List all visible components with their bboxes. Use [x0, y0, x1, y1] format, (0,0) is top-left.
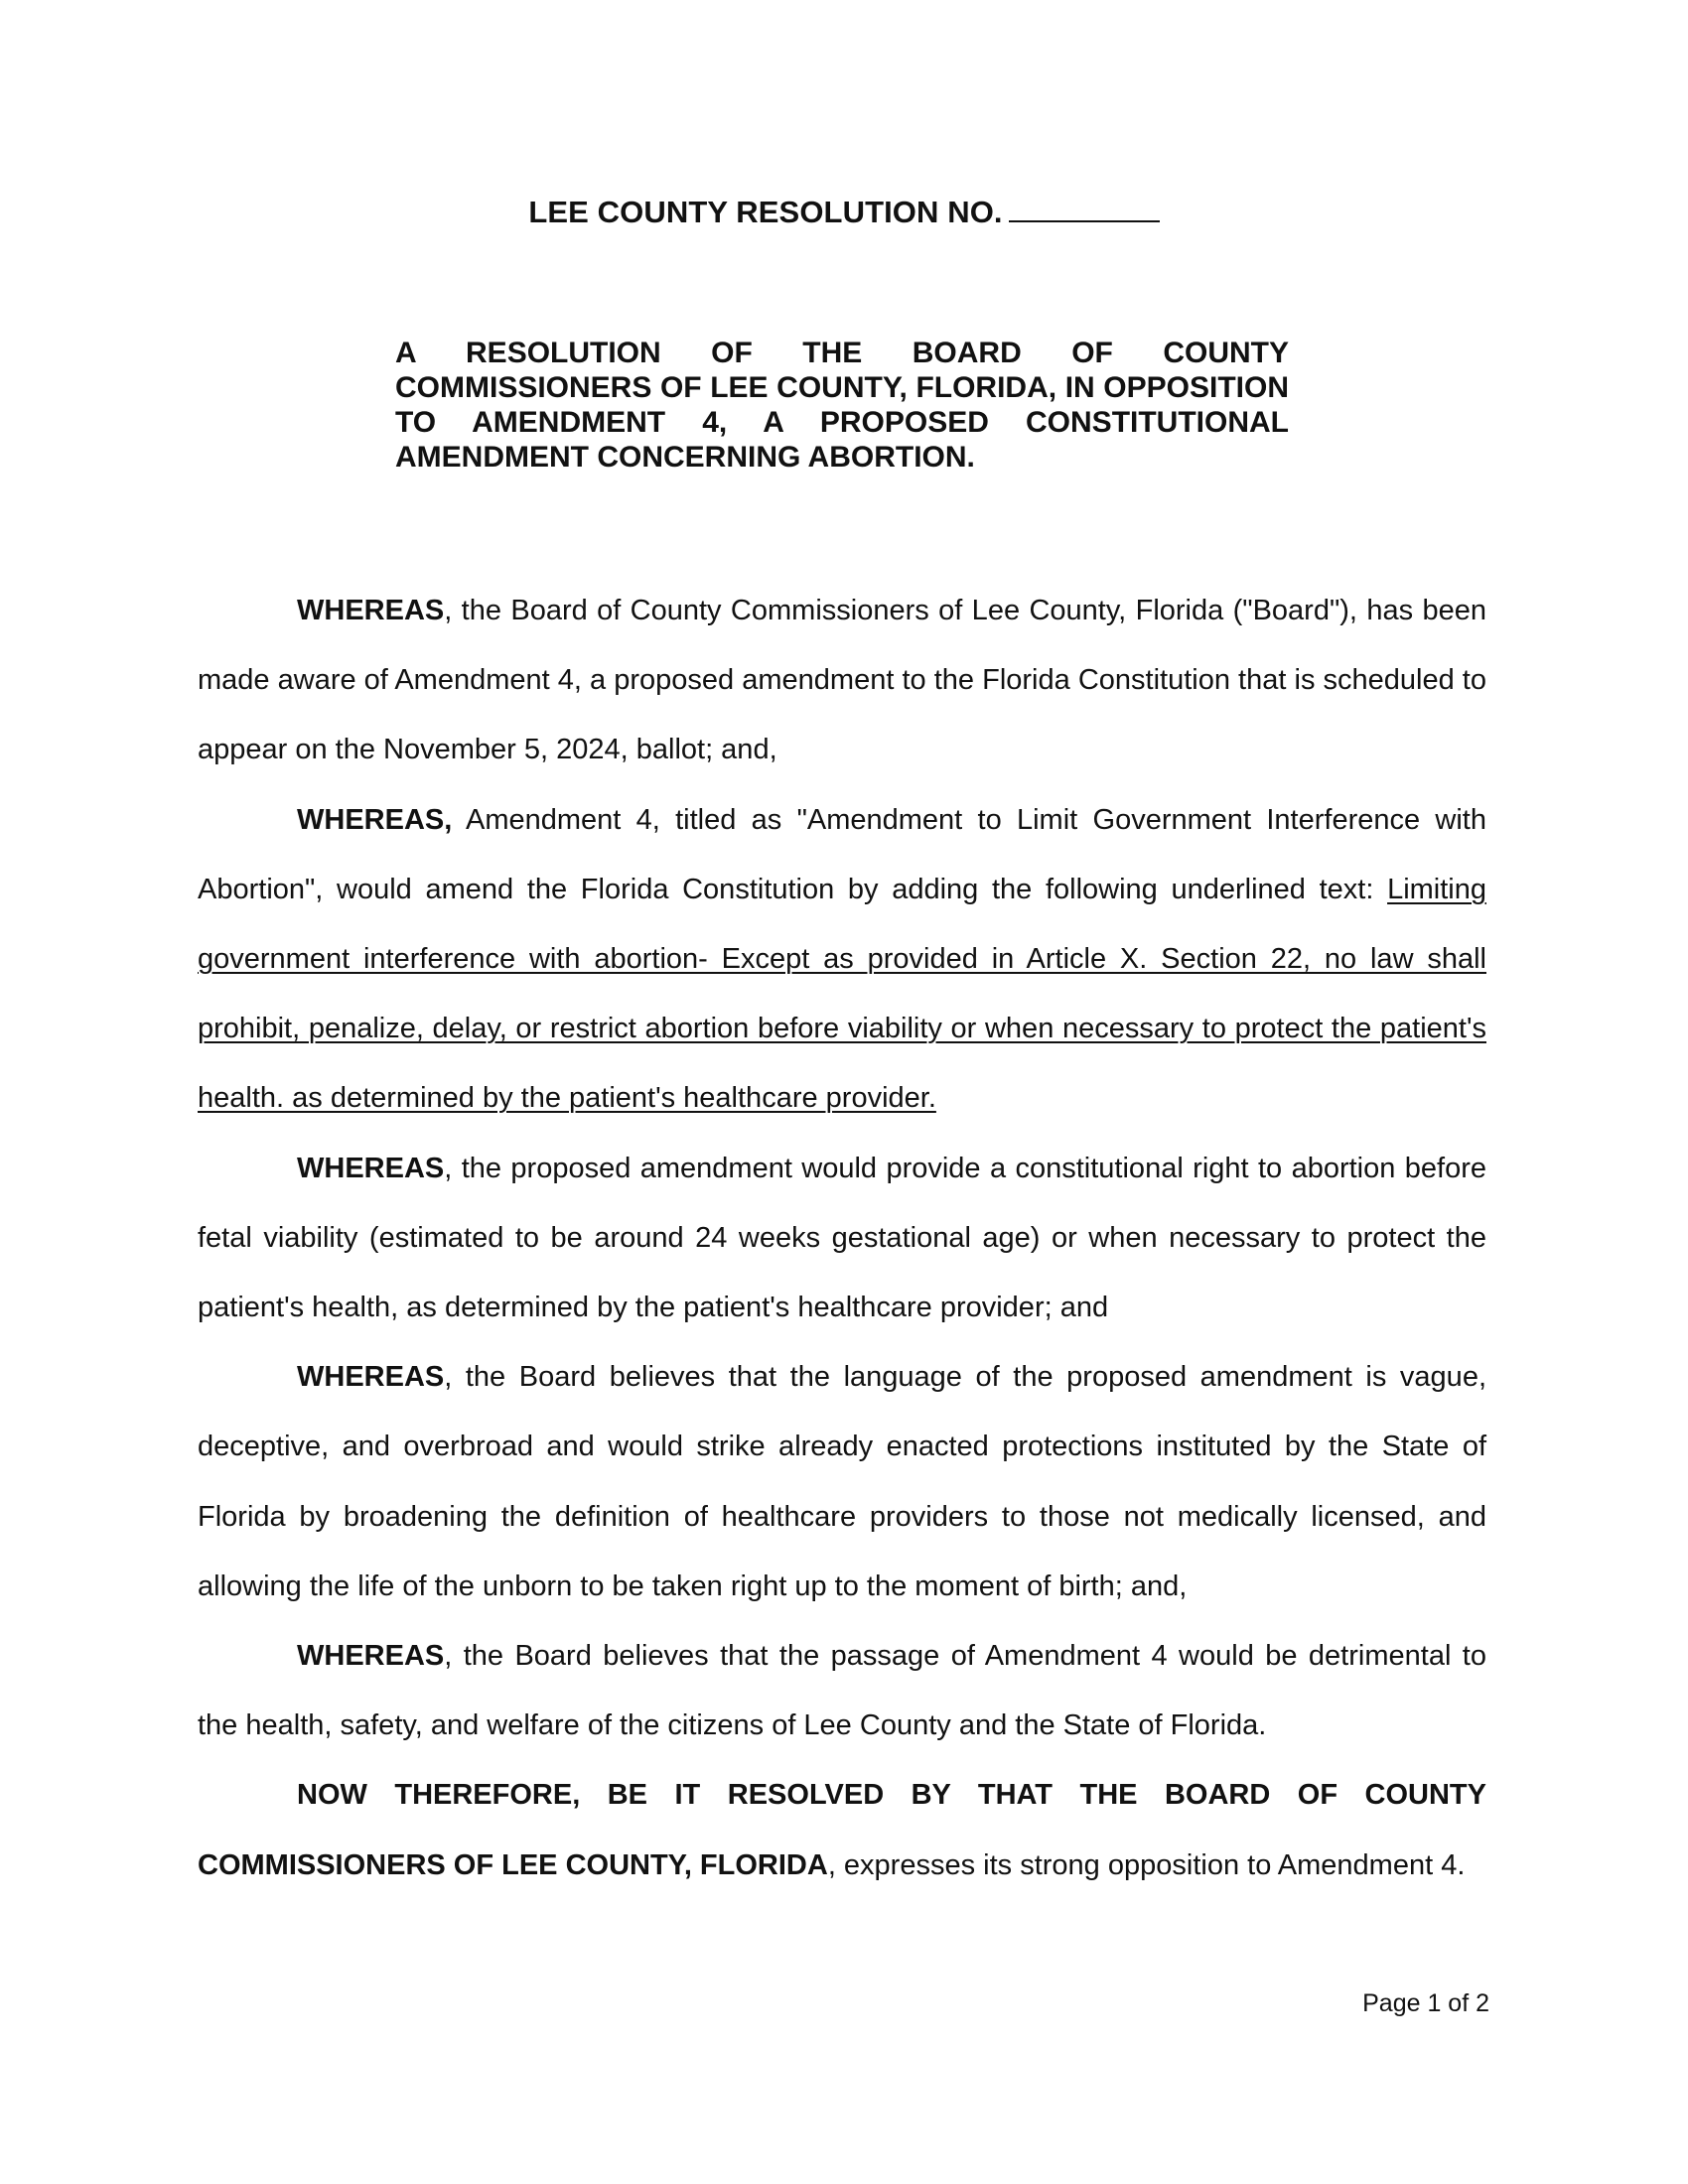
whereas-paragraph-3	[198, 1134, 1486, 1343]
resolution-number-blank	[1009, 195, 1160, 222]
resolved-lead: NOW THEREFORE, BE IT RESOLVED BY THAT THE BOARD OF COUNTY COMMISSIONERS OF LEE COUNTY, FLORIDA	[198, 1779, 1486, 1881]
resolved-paragraph	[198, 1760, 1486, 1899]
whereas-text: , the Board believes that the passage of Amendment 4 would be detrimental to the health, safety, and welfare of the citizens of Lee County and the State of Florida.	[198, 1640, 1486, 1742]
page-number: Page 1 of 2	[1362, 1989, 1489, 2017]
whereas-lead: WHEREAS,	[297, 803, 453, 836]
whereas-lead: WHEREAS	[297, 1640, 445, 1673]
whereas-paragraph-4	[198, 1342, 1486, 1621]
whereas-text: , the proposed amendment would provide a constitutional right to abortion before fetal viability (estimated to be around 24 weeks gestational age) or when necessary to protect the patient's health, as determined by the patient's healthcare provider; and	[198, 1152, 1486, 1324]
whereas-paragraph-5	[198, 1621, 1486, 1760]
whereas-text: , the Board of County Commissioners of Lee County, Florida ("Board"), has been made aware of Amendment 4, a proposed amendment to the Florida Constitution that is scheduled to appear on the November 5, 2024, ballot; and,	[198, 595, 1486, 766]
whereas-paragraph-2	[198, 785, 1486, 1134]
resolution-title	[0, 195, 1688, 230]
amendment-underlined-text: Limiting government interference with abortion- Except as provided in Article X. Section 22, no law shall prohibit, penalize, delay, or restrict abortion before viability or when necessary to protect the patient's health. as determined by the patient's healthcare provider.	[198, 873, 1486, 1115]
whereas-text: Amendment 4, titled as "Amendment to Limit Government Interference with Abortion", would amend the Florida Constitution by adding the following underlined text:	[198, 803, 1486, 905]
resolution-body	[198, 576, 1486, 1900]
resolved-text: , expresses its strong opposition to Amendment 4.	[827, 1848, 1466, 1881]
whereas-lead: WHEREAS	[297, 1152, 445, 1184]
whereas-text: , the Board believes that the language of the proposed amendment is vague, deceptive, and overbroad and would strike already enacted protections instituted by the State of Florida by broadening the definition of healthcare providers to those not medically licensed, and allowing the life of the unborn to be taken right up to the moment of birth; and,	[198, 1361, 1486, 1602]
whereas-paragraph-1	[198, 576, 1486, 785]
resolution-title-text: LEE COUNTY RESOLUTION NO.	[528, 195, 1003, 229]
whereas-lead: WHEREAS	[297, 1361, 445, 1394]
whereas-lead: WHEREAS	[297, 595, 445, 626]
resolution-caption: A RESOLUTION OF THE BOARD OF COUNTY COMMISSIONERS OF LEE COUNTY, FLORIDA, IN OPPOSITION TO AMENDMENT 4, A PROPOSED CONSTITUTIONAL AMENDMENT CONCERNING ABORTION.	[395, 337, 1289, 474]
